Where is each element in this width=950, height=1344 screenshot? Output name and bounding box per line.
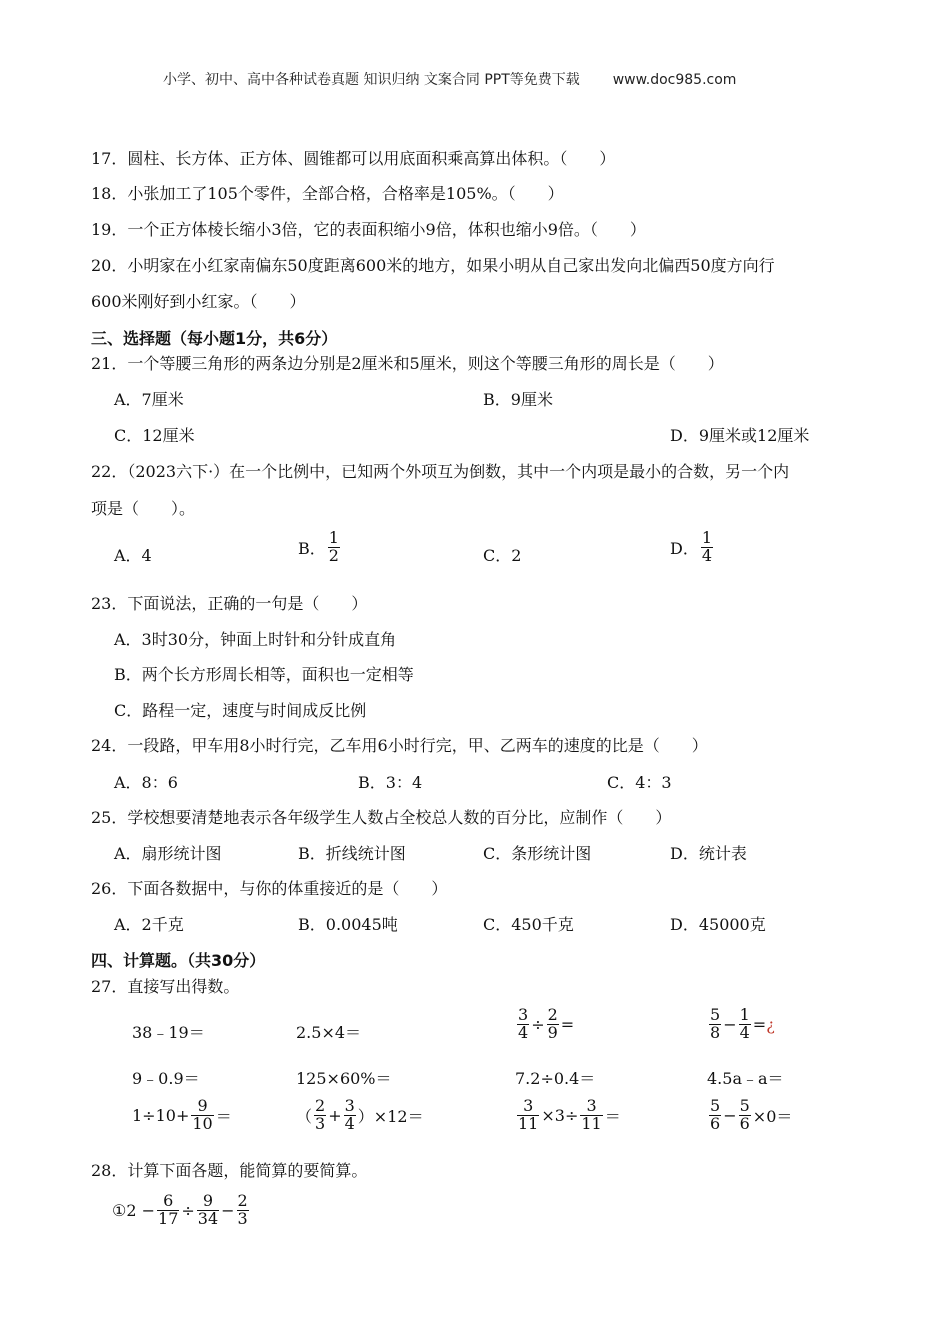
q24-option-b[interactable]: B．3：4 <box>358 773 423 792</box>
question-22-continued: 项是（ ）。 <box>91 499 196 518</box>
q25-option-b[interactable]: B．折线统计图 <box>298 844 406 863</box>
question-24-stem: 24．一段路，甲车用8小时行完，乙车用6小时行完，甲、乙两车的速度的比是（ ） <box>91 736 708 755</box>
banner-text: 小学、初中、高中各种试卷真题 知识归纳 文案合同 PPT等免费下载 <box>163 72 580 88</box>
site-banner <box>163 69 736 89</box>
calc-r1c4: $\frac{5}{8}$ − $\frac{1}{4}$ = ¿ <box>710 1005 775 1042</box>
q21-option-b[interactable]: B．9厘米 <box>483 390 553 409</box>
q21-option-c[interactable]: C．12厘米 <box>114 426 195 445</box>
question-22-stem: 22．（2023六下·）在一个比例中，已知两个外项互为倒数，其中一个内项是最小的合数，另一个内 <box>91 462 790 481</box>
calc-r3c4: $\frac{5}{6}$ − $\frac{5}{6}$ ×0＝ <box>710 1096 793 1133</box>
banner-url[interactable]: www.doc985.com <box>612 72 737 88</box>
calc-r1c3: $\frac{3}{4}$ ÷ $\frac{2}{9}$ = <box>518 1005 575 1042</box>
q24-option-c[interactable]: C．4：3 <box>607 773 672 792</box>
section-4-heading: 四、计算题。（共30分） <box>91 951 266 970</box>
section-3-heading: 三、选择题（每小题1分，共6分） <box>91 329 338 348</box>
q21-option-d[interactable]: D．9厘米或12厘米 <box>670 426 810 445</box>
fraction: $\frac{1}{4}$ <box>701 528 713 565</box>
q24-option-a[interactable]: A．8：6 <box>114 773 178 792</box>
q26-option-b[interactable]: B．0.0045吨 <box>298 915 398 934</box>
question-20: 20．小明家在小红家南偏东50度距离600米的地方，如果小明从自己家出发向北偏西50度方向行 <box>91 256 775 275</box>
question-20-continued: 600米刚好到小红家。（ ） <box>91 292 306 311</box>
q21-option-a[interactable]: A．7厘米 <box>114 390 184 409</box>
question-23-stem: 23．下面说法，正确的一句是（ ） <box>91 594 368 613</box>
q26-option-d[interactable]: D．45000克 <box>670 915 766 934</box>
calc-r1c1: 38﹣19＝ <box>132 1023 205 1042</box>
q26-option-a[interactable]: A．2千克 <box>114 915 184 934</box>
question-26-stem: 26．下面各数据中，与你的体重接近的是（ ） <box>91 879 448 898</box>
q23-option-c[interactable]: C．路程一定，速度与时间成反比例 <box>114 701 367 720</box>
calc-r2c1: 9﹣0.9＝ <box>132 1069 200 1088</box>
question-19: 19．一个正方体棱长缩小3倍，它的表面积缩小9倍，体积也缩小9倍。（ ） <box>91 220 646 239</box>
question-18: 18．小张加工了105个零件，全部合格，合格率是105%。（ ） <box>91 184 564 203</box>
question-27-stem: 27．直接写出得数。 <box>91 977 240 996</box>
q22-option-c[interactable]: C．2 <box>483 546 522 565</box>
q22-option-a[interactable]: A．4 <box>114 546 152 565</box>
question-17: 17．圆柱、长方体、正方体、圆锥都可以用底面积乘高算出体积。（ ） <box>91 149 616 168</box>
calc-r2c2: 125×60%＝ <box>296 1069 392 1088</box>
question-21-stem: 21．一个等腰三角形的两条边分别是2厘米和5厘米，则这个等腰三角形的周长是（ ） <box>91 354 724 373</box>
calc-r3c3: $\frac{3}{11}$ ×3÷ $\frac{3}{11}$ ＝ <box>518 1096 621 1133</box>
calc-r1c2: 2.5×4＝ <box>296 1023 362 1042</box>
calc-r2c4: 4.5a﹣a＝ <box>707 1069 784 1088</box>
calc-r3c1: 1÷10+ $\frac{9}{10}$ ＝ <box>132 1096 232 1133</box>
fraction: $\frac{1}{2}$ <box>328 528 339 565</box>
q25-option-c[interactable]: C．条形统计图 <box>483 844 592 863</box>
calc-r3c2: （ $\frac{2}{3}$ + $\frac{3}{4}$ ）×12＝ <box>296 1096 424 1133</box>
q28-problem-1: ① 2 − $\frac{6}{17}$ ÷ $\frac{9}{34}$ − $\frac{2}{3}$ <box>112 1191 248 1228</box>
q25-option-d[interactable]: D．统计表 <box>670 844 747 863</box>
q25-option-a[interactable]: A．扇形统计图 <box>114 844 222 863</box>
q26-option-c[interactable]: C．450千克 <box>483 915 574 934</box>
q23-option-a[interactable]: A．3时30分，钟面上时针和分针成直角 <box>114 630 397 649</box>
question-28-stem: 28．计算下面各题，能简算的要简算。 <box>91 1161 368 1180</box>
calc-r2c3: 7.2÷0.4＝ <box>515 1069 596 1088</box>
q22-option-d[interactable]: D． $\frac{1}{4}$ <box>670 528 713 565</box>
q22-option-b[interactable]: B． $\frac{1}{2}$ <box>298 528 339 565</box>
q23-option-b[interactable]: B．两个长方形周长相等，面积也一定相等 <box>114 665 414 684</box>
question-25-stem: 25．学校想要清楚地表示各年级学生人数占全校总人数的百分比，应制作（ ） <box>91 808 672 827</box>
